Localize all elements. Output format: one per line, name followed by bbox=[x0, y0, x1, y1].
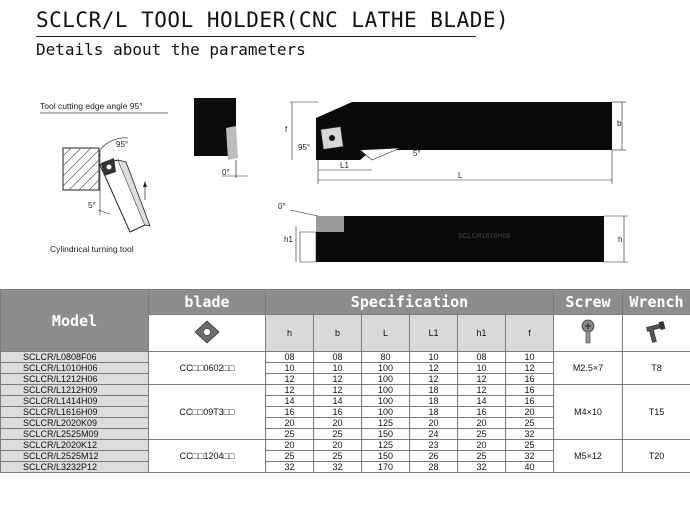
cylindrical-label: Cylindrical turning tool bbox=[50, 244, 134, 254]
model-cell: SCLCR/L2020K12 bbox=[1, 440, 149, 451]
value-cell: 25 bbox=[458, 451, 506, 462]
dim-header-f: f bbox=[506, 315, 554, 352]
header-model: Model bbox=[1, 290, 149, 352]
value-cell: 32 bbox=[506, 451, 554, 462]
wrench-cell: T8 bbox=[623, 352, 690, 385]
side-view-sketch bbox=[278, 202, 628, 262]
dim-header-h: h bbox=[266, 315, 314, 352]
value-cell: 20 bbox=[314, 418, 362, 429]
model-cell: SCLCR/L2525M12 bbox=[1, 451, 149, 462]
angle-0-label-side: 0° bbox=[278, 202, 286, 211]
blade-insert-icon bbox=[149, 315, 266, 352]
screw-cell: M5×12 bbox=[554, 440, 623, 473]
value-cell: 32 bbox=[506, 429, 554, 440]
value-cell: 25 bbox=[266, 451, 314, 462]
value-cell: 14 bbox=[458, 396, 506, 407]
table-row bbox=[1, 352, 690, 363]
model-cell: SCLCR/L2525M09 bbox=[1, 429, 149, 440]
model-cell: SCLCR/L1212H09 bbox=[1, 385, 149, 396]
value-cell: 150 bbox=[362, 451, 410, 462]
model-cell: SCLCR/L1616H09 bbox=[1, 407, 149, 418]
dim-header-h1: h1 bbox=[458, 315, 506, 352]
value-cell: 150 bbox=[362, 429, 410, 440]
angle-95-label: 95° bbox=[116, 140, 129, 149]
value-cell: 12 bbox=[266, 385, 314, 396]
screw-cell: M4×10 bbox=[554, 385, 623, 440]
value-cell: 18 bbox=[410, 396, 458, 407]
dim-b-label: b bbox=[617, 119, 622, 128]
value-cell: 100 bbox=[362, 374, 410, 385]
value-cell: 20 bbox=[410, 418, 458, 429]
value-cell: 25 bbox=[506, 440, 554, 451]
screw-icon bbox=[554, 315, 623, 352]
dim-f-label: f bbox=[285, 125, 288, 134]
value-cell: 12 bbox=[458, 385, 506, 396]
value-cell: 14 bbox=[266, 396, 314, 407]
dim-header-l1: L1 bbox=[410, 315, 458, 352]
model-cell: SCLCR/L1010H06 bbox=[1, 363, 149, 374]
value-cell: 10 bbox=[314, 363, 362, 374]
value-cell: 16 bbox=[506, 374, 554, 385]
value-cell: 12 bbox=[506, 363, 554, 374]
model-cell: SCLCR/L2020K09 bbox=[1, 418, 149, 429]
screw-cell: M2.5×7 bbox=[554, 352, 623, 385]
value-cell: 08 bbox=[314, 352, 362, 363]
value-cell: 12 bbox=[410, 363, 458, 374]
value-cell: 10 bbox=[458, 363, 506, 374]
header-wrench: Wrench bbox=[623, 290, 690, 315]
value-cell: 12 bbox=[458, 374, 506, 385]
value-cell: 10 bbox=[410, 352, 458, 363]
value-cell: 20 bbox=[458, 440, 506, 451]
angle-5-label-left: 5° bbox=[88, 201, 96, 210]
value-cell: 100 bbox=[362, 363, 410, 374]
header-specification: Specification bbox=[266, 290, 554, 315]
dim-l1-label: L1 bbox=[340, 161, 349, 170]
value-cell: 25 bbox=[458, 429, 506, 440]
value-cell: 10 bbox=[506, 352, 554, 363]
value-cell: 25 bbox=[314, 429, 362, 440]
value-cell: 10 bbox=[266, 363, 314, 374]
value-cell: 28 bbox=[410, 462, 458, 473]
value-cell: 20 bbox=[458, 418, 506, 429]
dim-header-b: b bbox=[314, 315, 362, 352]
page-title: SCLCR/L TOOL HOLDER(CNC LATHE BLADE) bbox=[36, 8, 510, 32]
page-subtitle: Details about the parameters bbox=[36, 40, 306, 59]
dim-h-label: h bbox=[618, 235, 623, 244]
value-cell: 100 bbox=[362, 396, 410, 407]
model-cell: SCLCR/L1212H06 bbox=[1, 374, 149, 385]
value-cell: 08 bbox=[458, 352, 506, 363]
model-cell: SCLCR/L1414H09 bbox=[1, 396, 149, 407]
angle-95-label-top: 95° bbox=[298, 143, 311, 152]
wrench-icon bbox=[623, 315, 690, 352]
value-cell: 16 bbox=[314, 407, 362, 418]
value-cell: 40 bbox=[506, 462, 554, 473]
header-screw: Screw bbox=[554, 290, 623, 315]
table-row bbox=[1, 440, 690, 451]
front-view-sketch bbox=[194, 98, 248, 178]
value-cell: 14 bbox=[314, 396, 362, 407]
value-cell: 100 bbox=[362, 385, 410, 396]
top-view-sketch bbox=[285, 102, 626, 184]
dim-l-label: L bbox=[458, 171, 463, 180]
value-cell: 32 bbox=[266, 462, 314, 473]
value-cell: 25 bbox=[506, 418, 554, 429]
value-cell: 100 bbox=[362, 407, 410, 418]
value-cell: 12 bbox=[410, 374, 458, 385]
value-cell: 16 bbox=[506, 385, 554, 396]
value-cell: 16 bbox=[506, 396, 554, 407]
value-cell: 32 bbox=[314, 462, 362, 473]
value-cell: 24 bbox=[410, 429, 458, 440]
model-cell: SCLCR/L0808F06 bbox=[1, 352, 149, 363]
angle-0-label-front: 0° bbox=[222, 168, 230, 177]
value-cell: 08 bbox=[266, 352, 314, 363]
table-row bbox=[1, 385, 690, 396]
value-cell: 23 bbox=[410, 440, 458, 451]
dim-header-l: L bbox=[362, 315, 410, 352]
wrench-cell: T15 bbox=[623, 385, 690, 440]
value-cell: 80 bbox=[362, 352, 410, 363]
value-cell: 16 bbox=[266, 407, 314, 418]
value-cell: 12 bbox=[314, 385, 362, 396]
cylindrical-turning-sketch bbox=[40, 101, 168, 254]
angle-5-label-top: 5° bbox=[413, 149, 421, 158]
model-cell: SCLCR/L3232P12 bbox=[1, 462, 149, 473]
value-cell: 12 bbox=[266, 374, 314, 385]
value-cell: 20 bbox=[314, 440, 362, 451]
value-cell: 170 bbox=[362, 462, 410, 473]
value-cell: 12 bbox=[314, 374, 362, 385]
value-cell: 20 bbox=[266, 418, 314, 429]
spec-table bbox=[0, 289, 690, 473]
edge-angle-label: Tool cutting edge angle 95° bbox=[40, 101, 143, 111]
blade-cell: CC□□09T3□□ bbox=[149, 385, 266, 440]
value-cell: 26 bbox=[410, 451, 458, 462]
value-cell: 18 bbox=[410, 407, 458, 418]
spec-table-body bbox=[1, 352, 690, 473]
value-cell: 25 bbox=[266, 429, 314, 440]
value-cell: 20 bbox=[506, 407, 554, 418]
value-cell: 125 bbox=[362, 440, 410, 451]
wrench-cell: T20 bbox=[623, 440, 690, 473]
dim-h1-label: h1 bbox=[284, 235, 293, 244]
bar-marking: SCLCR1616H09 bbox=[458, 233, 511, 240]
value-cell: 32 bbox=[458, 462, 506, 473]
blade-cell: CC□□1204□□ bbox=[149, 440, 266, 473]
value-cell: 125 bbox=[362, 418, 410, 429]
value-cell: 18 bbox=[410, 385, 458, 396]
blade-cell: CC□□0602□□ bbox=[149, 352, 266, 385]
value-cell: 20 bbox=[266, 440, 314, 451]
header-blade: blade bbox=[149, 290, 266, 315]
value-cell: 16 bbox=[458, 407, 506, 418]
value-cell: 25 bbox=[314, 451, 362, 462]
